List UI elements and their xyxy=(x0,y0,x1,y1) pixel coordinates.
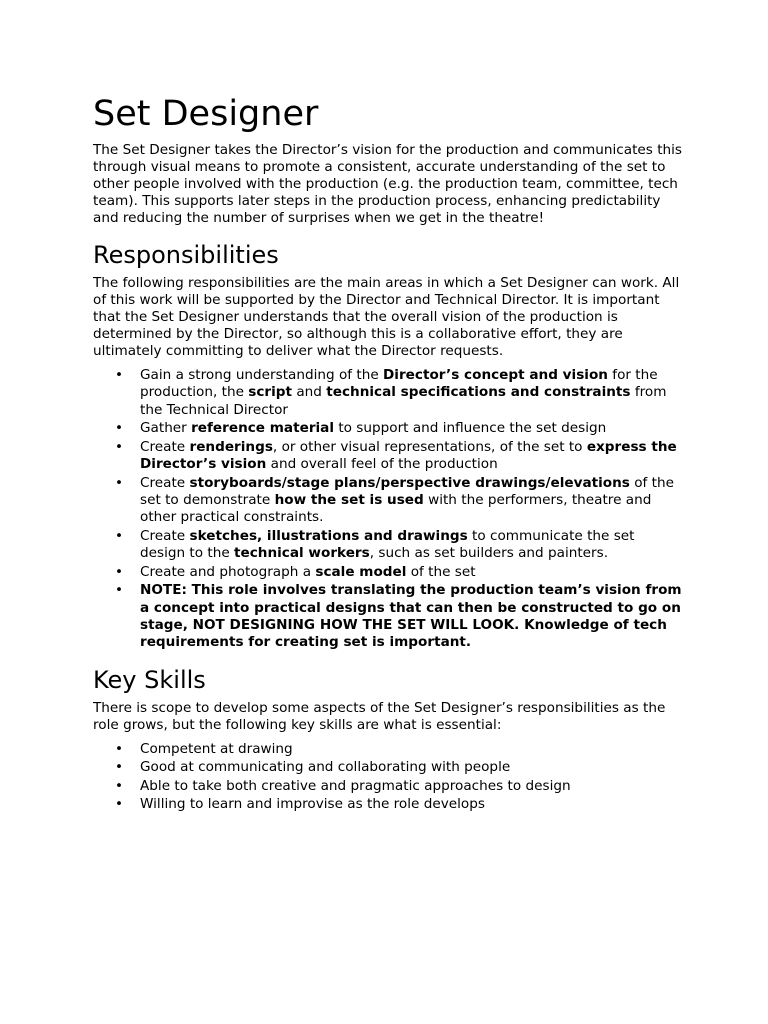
list-item-text xyxy=(140,528,634,561)
text-run: Create xyxy=(140,438,190,455)
list-item-text: Willing to learn and improvise as the role develops xyxy=(140,796,485,813)
bullet-icon: • xyxy=(115,740,124,757)
list-item xyxy=(93,796,683,813)
text-run: from the Technical Director xyxy=(140,384,667,418)
bullet-icon: • xyxy=(115,527,124,544)
text-run: Create xyxy=(140,474,190,491)
list-item-text: Able to take both creative and pragmatic approaches to design xyxy=(140,777,571,794)
bold-text: technical workers xyxy=(234,545,370,562)
responsibilities-paragraph: The following responsibilities are the main areas in which a Set Designer can work. All of this work will be supported by the Director and Technical Director. It is important that the Set Designer understands that the overall vision of the production is determined by the Director, so although this is a collaborative effort, they are ultimately committing to deliver what the Director requests. xyxy=(93,275,680,359)
text-run: of the set xyxy=(406,563,476,580)
bold-text: scale model xyxy=(315,563,407,580)
bold-text: Director’s concept and vision xyxy=(383,367,608,383)
list-item-text xyxy=(140,564,476,580)
list-item-text xyxy=(140,439,677,472)
text-run: and overall feel of the production xyxy=(266,456,498,473)
list-item-text xyxy=(140,582,682,650)
text-run: for the production, the xyxy=(140,367,658,401)
bullet-icon: • xyxy=(115,438,124,455)
list-item xyxy=(93,528,683,563)
text-run: Gather xyxy=(140,420,192,437)
list-item xyxy=(93,439,683,474)
bullet-icon: • xyxy=(115,420,124,437)
text-run: of the set to demonstrate xyxy=(140,474,674,508)
bold-text: reference material xyxy=(191,420,335,437)
bold-text: express the Director’s vision xyxy=(140,438,677,473)
bold-text: storyboards/stage plans/perspective drawings/elevations xyxy=(189,474,630,491)
responsibilities-heading: Responsibilities xyxy=(93,241,279,269)
list-item xyxy=(93,420,683,437)
bold-text: script xyxy=(248,384,293,401)
list-item xyxy=(93,759,683,776)
bullet-icon: • xyxy=(115,474,124,491)
bold-text: NOTE: This role involves translating the production team’s vision from a concept into practical designs that can then be constructed to go on stage, NOT DESIGNING HOW THE SET WILL LOOK. Knowledge of tech requirements for creating set is important. xyxy=(140,582,682,651)
document-title: Set Designer xyxy=(93,94,319,134)
text-run: Gain a strong understanding of the xyxy=(140,367,384,383)
list-item-text xyxy=(140,420,606,436)
intro-paragraph: The Set Designer takes the Director’s vision for the production and communicates this through visual means to promote a consistent, accurate understanding of the set to other people involved with the production (e.g. the production team, committee, tech team). This supports later steps in the production process, enhancing predictability and reducing the number of surprises when we get in the theatre! xyxy=(93,142,683,226)
list-item-text xyxy=(140,367,666,418)
bold-text: how the set is used xyxy=(274,491,424,508)
text-run: to communicate the set design to the xyxy=(140,527,635,562)
bold-text: sketches, illustrations and drawings xyxy=(189,527,468,544)
key-skills-paragraph: There is scope to develop some aspects of the Set Designer’s responsibilities as the role grows, but the following key skills are what is essential: xyxy=(93,699,666,733)
list-item-text xyxy=(140,475,674,526)
list-item-text: Good at communicating and collaborating with people xyxy=(140,759,511,776)
bullet-icon: • xyxy=(115,759,124,776)
bullet-icon: • xyxy=(115,582,124,599)
list-item xyxy=(93,778,683,795)
text-run: Create xyxy=(140,527,190,544)
bullet-icon: • xyxy=(115,367,124,383)
list-item xyxy=(93,564,683,581)
list-item xyxy=(93,582,683,651)
key-skills-heading: Key Skills xyxy=(93,665,206,694)
text-run: to support and influence the set design xyxy=(334,420,607,437)
text-run: and xyxy=(292,384,327,401)
bold-text: renderings xyxy=(189,438,273,455)
text-run: with the performers, theatre and other practical constraints. xyxy=(140,491,652,526)
document-page xyxy=(93,92,683,821)
bullet-icon: • xyxy=(115,563,124,580)
key-skills-list xyxy=(93,741,683,814)
text-run: Create and photograph a xyxy=(140,563,316,580)
list-item xyxy=(93,741,683,758)
bullet-icon: • xyxy=(115,796,124,813)
text-run: , or other visual representations, of the set to xyxy=(272,438,587,455)
bullet-icon: • xyxy=(115,777,124,794)
responsibilities-list xyxy=(93,367,683,652)
bold-text: technical specifications and constraints xyxy=(326,384,631,401)
list-item-text: Competent at drawing xyxy=(140,740,293,757)
list-item xyxy=(93,475,683,527)
list-item xyxy=(93,367,683,419)
text-run: , such as set builders and painters. xyxy=(369,545,609,562)
